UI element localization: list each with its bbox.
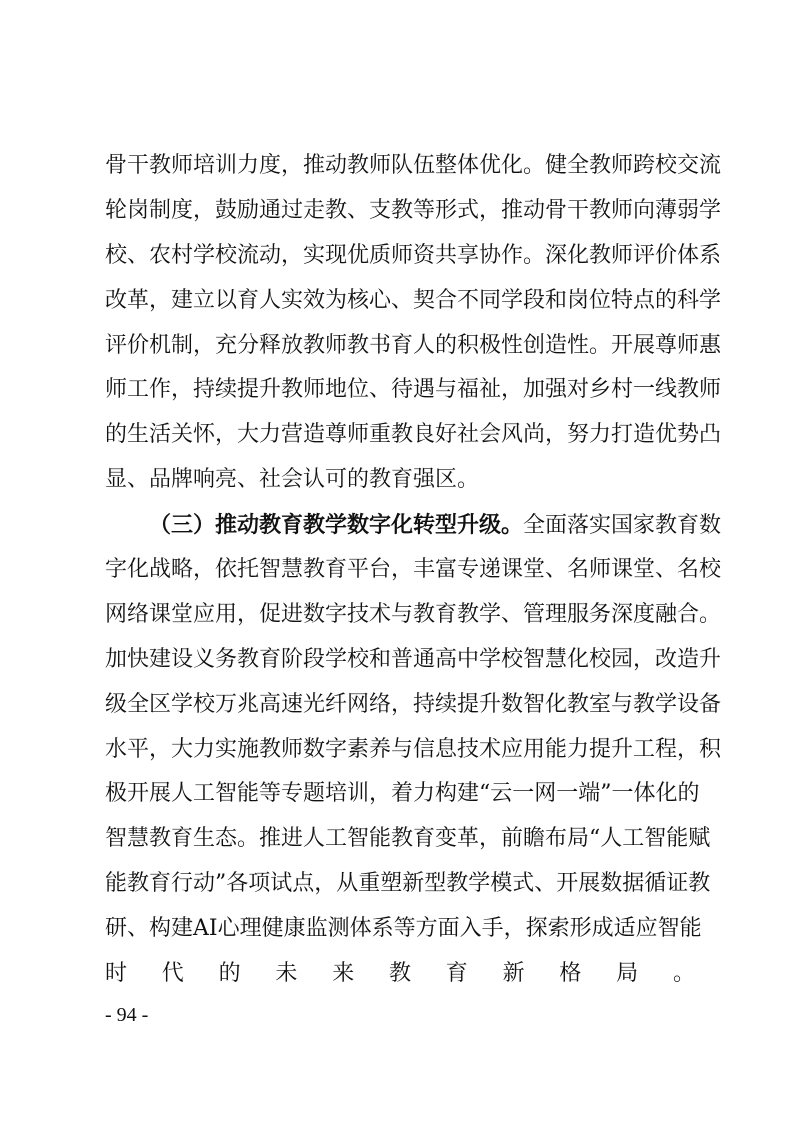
text-line: 级全区学校万兆高速光纤网络，持续提升数智化教室与教学设备 [105, 691, 722, 717]
paragraph-teacher-development [105, 144, 722, 1042]
text-line: 轮岗制度，鼓励通过走教、支教等形式，推动骨干教师向薄弱学 [105, 197, 722, 223]
text-line: 极开展人工智能等专题培训，着力构建“云一网一端”一体化的 [105, 781, 700, 807]
text-line: 智慧教育生态。推进人工智能教育变革，前瞻布局“人工智能赋 [105, 826, 711, 852]
text-line: 研、构建AI心理健康监测体系等方面入手，探索形成适应智能 [105, 916, 702, 942]
text-line: 评价机制，充分释放教师教书育人的积极性创造性。开展尊师惠 [105, 332, 722, 358]
text-line: 网络课堂应用，促进数字技术与教育教学、管理服务深度融合。 [105, 601, 722, 627]
page-number: - 94 - [105, 1004, 149, 1026]
text-line: 校、农村学校流动，实现优质师资共享协作。深化教师评价体系 [105, 242, 722, 268]
section-heading-line [105, 503, 722, 548]
text-line: 能教育行动”各项试点，从重塑新型教学模式、开展数据循证教 [105, 871, 711, 897]
text-line: 师工作，持续提升教师地位、待遇与福祉，加强对乡村一线教师 [105, 377, 722, 403]
text-line: 加快建设义务教育阶段学校和普通高中学校智慧化校园，改造升 [105, 646, 722, 672]
section-heading: （三）推动教育教学数字化转型升级。 [149, 512, 524, 539]
text-line: 时代的未来教育新格局。 [105, 961, 695, 987]
text-line: 水平，大力实施教师数字素养与信息技术应用能力提升工程，积 [105, 736, 722, 762]
text-line: 改革，建立以育人实效为核心、契合不同学段和岗位特点的科学 [105, 287, 722, 313]
text-line [105, 997, 695, 1042]
section-heading-continuation: 全面落实国家教育数 [523, 513, 722, 539]
text-line: 显、品牌响亮、社会认可的教育强区。 [105, 467, 480, 493]
text-line: 骨干教师培训力度，推动教师队伍整体优化。健全教师跨校交流 [105, 153, 722, 178]
text-line: 的生活关怀，大力营造尊师重教良好社会风尚，努力打造优势凸 [105, 422, 722, 448]
text-line: 字化战略，依托智慧教育平台，丰富专递课堂、名师课堂、名校 [105, 557, 722, 583]
